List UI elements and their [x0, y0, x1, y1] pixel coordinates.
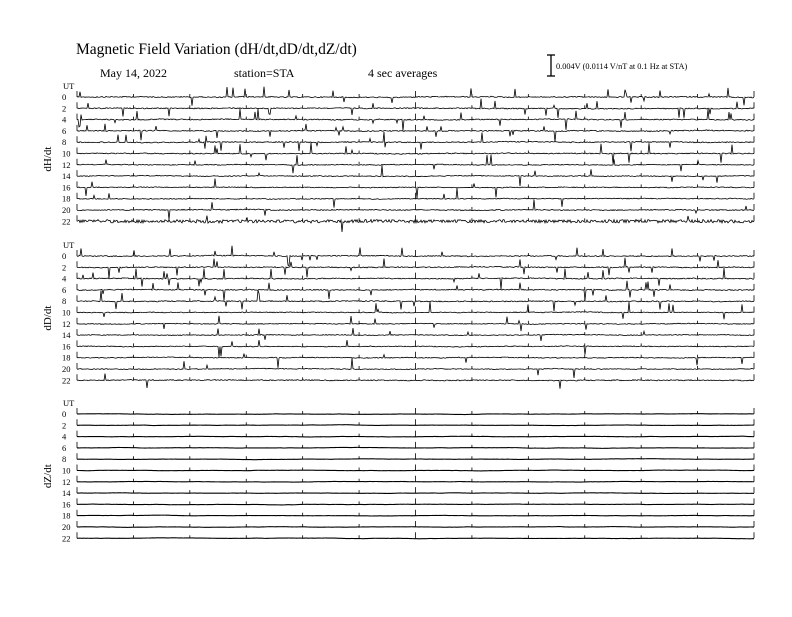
row-label: 12 — [62, 318, 71, 329]
scale-label: 0.004V (0.0114 V/nT at 0.1 Hz at STA) — [556, 62, 688, 71]
panel-1 — [42, 81, 754, 232]
row-label: 16 — [62, 341, 71, 352]
row-label: 12 — [62, 476, 71, 487]
row-label: 6 — [62, 125, 67, 136]
row-label: 6 — [62, 284, 67, 295]
row-label: 18 — [62, 193, 71, 204]
date-label: May 14, 2022 — [100, 66, 167, 80]
y-axis-label: dZ/dt — [42, 464, 54, 489]
row-label: 8 — [62, 137, 67, 148]
row-label: 16 — [62, 499, 71, 510]
trace-row — [77, 447, 754, 448]
station-label: station=STA — [234, 66, 295, 80]
row-label: 2 — [62, 420, 67, 431]
row-label: 16 — [62, 182, 71, 193]
row-label: 14 — [62, 330, 71, 341]
row-label: 20 — [62, 364, 71, 374]
ut-label: UT — [63, 81, 75, 91]
trace-row — [77, 414, 754, 415]
chart-title: Magnetic Field Variation (dH/dt,dD/dt,dZ/dt) — [76, 41, 357, 58]
row-label: 22 — [62, 375, 71, 386]
row-label: 2 — [62, 103, 67, 114]
trace-row — [77, 470, 754, 471]
row-label: 8 — [62, 454, 67, 465]
row-label: 10 — [62, 465, 71, 476]
row-label: 14 — [62, 488, 71, 499]
trace-row — [77, 504, 754, 505]
row-label: 18 — [62, 510, 71, 521]
ut-label: UT — [63, 240, 75, 250]
row-label: 10 — [62, 307, 71, 318]
row-label: 6 — [62, 442, 67, 453]
row-label: 4 — [62, 273, 67, 284]
row-label: 22 — [62, 533, 71, 544]
trace-row — [77, 515, 754, 516]
row-label: 14 — [62, 171, 71, 182]
panel-2 — [42, 240, 754, 389]
trace-row — [77, 459, 754, 460]
trace-row — [77, 493, 754, 494]
row-label: 4 — [62, 431, 67, 442]
row-label: 12 — [62, 159, 71, 170]
trace-row — [77, 527, 754, 528]
y-axis-label: dH/dt — [42, 146, 54, 172]
row-label: 20 — [62, 522, 71, 532]
trace-row — [77, 425, 754, 426]
row-label: 0 — [62, 409, 67, 419]
averaging-label: 4 sec averages — [368, 66, 438, 80]
row-label: 22 — [62, 216, 71, 227]
row-label: 8 — [62, 296, 67, 307]
row-label: 0 — [62, 92, 67, 102]
panel-3 — [42, 398, 754, 543]
row-label: 20 — [62, 205, 71, 215]
row-label: 10 — [62, 148, 71, 159]
trace-row — [77, 436, 754, 437]
row-label: 4 — [62, 114, 67, 125]
trace-row — [77, 481, 754, 482]
row-label: 18 — [62, 352, 71, 363]
y-axis-label: dD/dt — [42, 305, 54, 331]
row-label: 0 — [62, 251, 67, 261]
ut-label: UT — [63, 398, 75, 408]
row-label: 2 — [62, 262, 67, 273]
scale-bar — [547, 55, 688, 76]
